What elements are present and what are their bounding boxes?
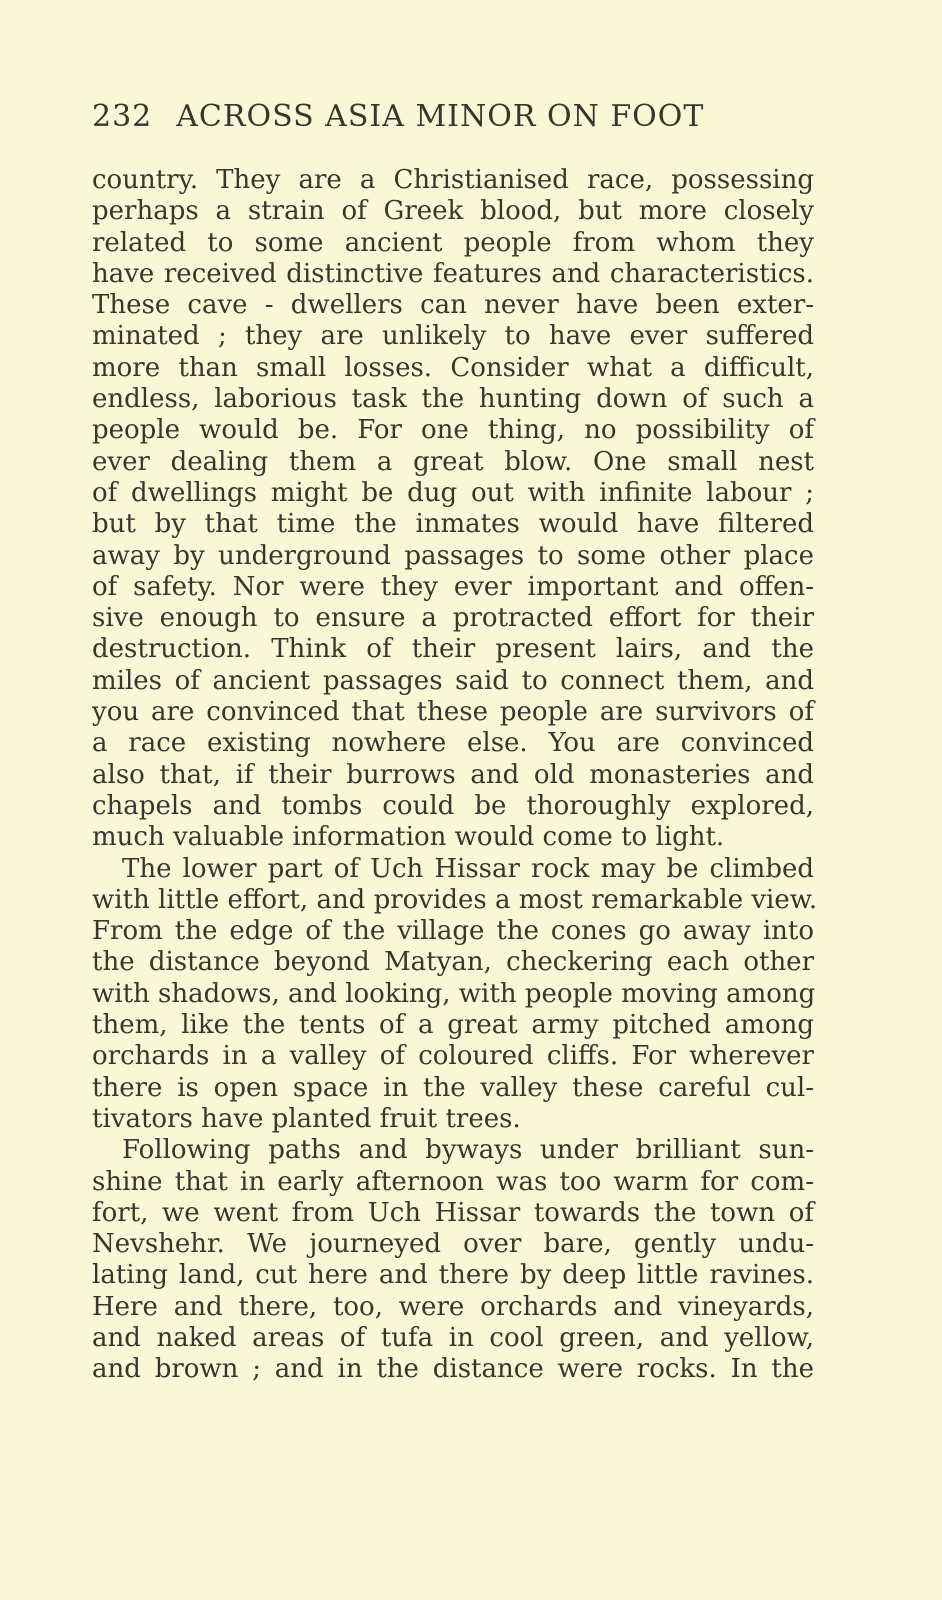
text-line: with little effort, and provides a most remarkable view. [92,884,818,915]
text-line: minated ; they are unlikely to have ever suffered [92,321,814,352]
text-line: people would be. For one thing, no possibility of [92,415,814,446]
text-line: orchards in a valley of coloured cliffs. For wherever [92,1041,814,1072]
text-line: country. They are a Christianised race, possessing [92,165,814,195]
paragraph-start-line: Following paths and byways under brilliant sun- [122,1135,814,1166]
text-line: of dwellings might be dug out with infinite labour ; [92,477,814,508]
text-line: and brown ; and in the distance were rocks. In the [92,1354,814,1385]
text-line: Nevshehr. We journeyed over bare, gently undu- [92,1229,814,1260]
text-line: away by underground passages to some other place [92,540,814,571]
text-line: there is open space in the valley these careful cul- [92,1072,814,1103]
text-line: you are convinced that these people are survivors of [92,697,814,728]
running-title: ACROSS ASIA MINOR ON FOOT [176,99,705,134]
text-line: lating land, cut here and there by deep little ravines. [92,1260,814,1291]
text-line: chapels and tombs could be thoroughly explored, [92,790,814,821]
text-line: fort, we went from Uch Hissar towards the town of [92,1197,814,1228]
text-line: destruction. Think of their present lairs, and the [92,634,814,665]
paragraph-start-line: The lower part of Uch Hissar rock may be climbed [122,853,814,884]
text-line: more than small losses. Consider what a difficult, [92,352,814,383]
text-line: and naked areas of tufa in cool green, and yellow, [92,1322,814,1353]
text-line: but by that time the inmates would have filtered [92,509,814,540]
paragraph-end-line: tivators have planted fruit trees. [92,1103,521,1134]
paragraph-end-line: much valuable information would come to light. [92,822,725,853]
text-line: perhaps a strain of Greek blood, but more closely [92,196,814,227]
text-line: with shadows, and looking, with people moving among [92,978,816,1009]
text-line: ever dealing them a great blow. One small nest [92,446,814,477]
text-line: shine that in early afternoon was too warm for com- [92,1166,814,1197]
text-line: From the edge of the village the cones go away into [92,916,814,947]
text-line: them, like the tents of a great army pitched among [92,1010,814,1041]
text-line: endless, laborious task the hunting down of such a [92,384,814,415]
text-line: miles of ancient passages said to connect them, and [92,665,814,696]
text-line: related to some ancient people from whom they [92,227,814,258]
text-line: also that, if their burrows and old monasteries and [92,759,814,790]
text-line: the distance beyond Matyan, checkering each other [92,947,814,978]
text-line: sive enough to ensure a protracted effort for their [92,603,814,634]
body-text [92,165,818,1386]
running-head [92,97,812,137]
text-line: of safety. Nor were they ever important and offen- [92,571,814,602]
text-line: These cave - dwellers can never have been exter- [92,290,814,321]
text-line: a race existing nowhere else. You are convinced [92,728,814,759]
text-line: have received distinctive features and characteristics. [92,258,814,289]
text-line: Here and there, too, were orchards and vineyards, [92,1291,814,1322]
page-number: 232 [92,99,153,134]
